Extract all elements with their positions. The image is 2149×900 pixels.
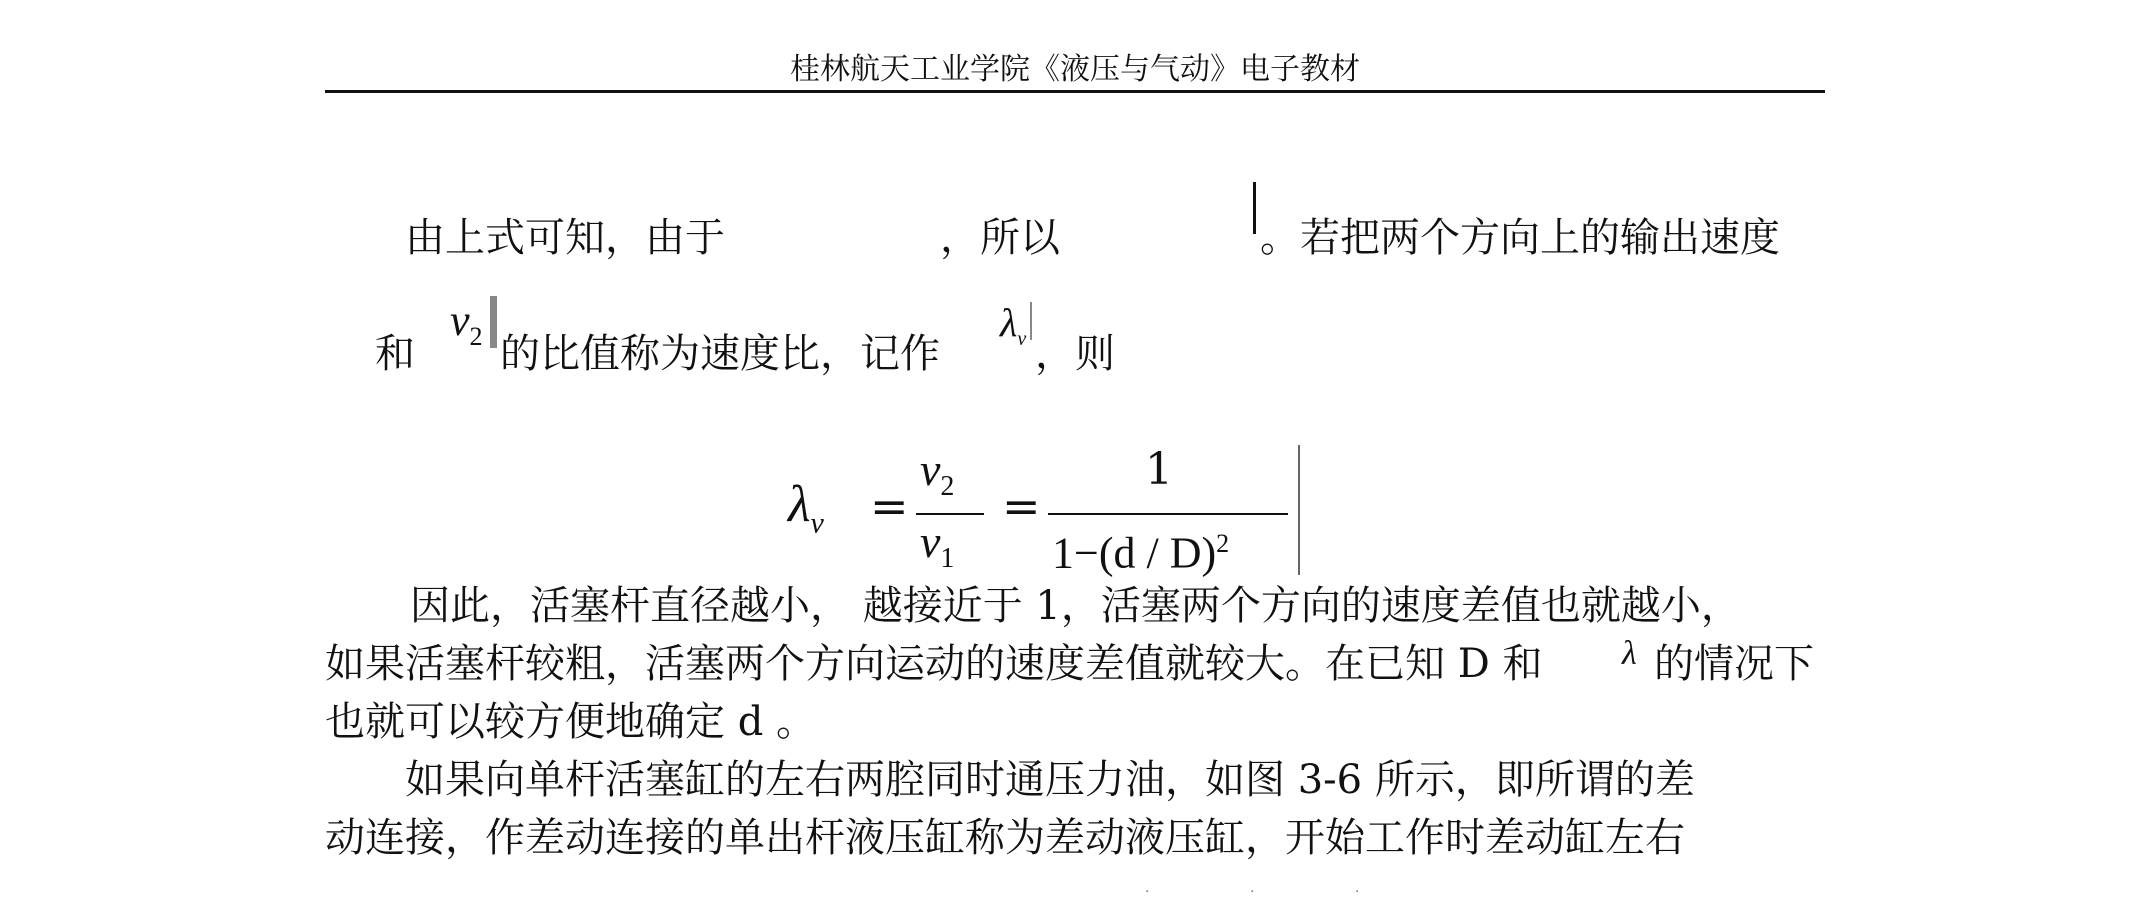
scan-artifact: · xyxy=(1145,884,1150,900)
scan-artifact: · xyxy=(1355,884,1360,900)
para1-line1-end: 。若把两个方向上的输出速度 xyxy=(1260,215,1780,261)
symbol-v2: $v_2$ xyxy=(450,296,483,351)
para2-line1: 因此，活塞杆直径越小， 越接近于 1，活塞两个方向的速度差值也就越小， xyxy=(410,583,1741,629)
para1-line1-start: 由上式可知，由于 xyxy=(405,215,725,261)
formula-equals-2: = xyxy=(1002,479,1041,533)
para1-line2-end: ，则 xyxy=(1035,331,1115,377)
para3-line2: 动连接，作差动连接的单出杆液压缸称为差动液压缸，开始工作时差动缸左右 xyxy=(325,815,1685,861)
formula-numerator-v2: $v_2$ xyxy=(920,444,955,503)
para1-line1-mid: ，所以 xyxy=(940,215,1060,261)
formula-lambda: $\lambda_v$ xyxy=(788,476,824,540)
para2-line2-start: 如果活塞杆较粗，活塞两个方向运动的速度差值就较大。在已知 D 和 xyxy=(325,641,1543,687)
object-handle-small xyxy=(1030,302,1032,340)
symbol-lambda-v: $\lambda_v$ xyxy=(1000,300,1027,350)
scan-artifact: · xyxy=(1250,884,1255,900)
equation-object-border xyxy=(1298,445,1300,575)
text-cursor xyxy=(1253,182,1256,234)
para2-line2-end: 的情况下 xyxy=(1654,641,1814,687)
formula-equals-1: = xyxy=(870,479,909,533)
formula-numerator-1: 1 xyxy=(1145,444,1173,495)
fraction-bar-1 xyxy=(916,513,984,515)
para1-line2-start: 和 xyxy=(375,331,415,377)
header-rule xyxy=(325,90,1825,93)
inline-lambda: λ xyxy=(1622,635,1637,672)
fraction-bar-2 xyxy=(1048,513,1288,515)
object-handle xyxy=(490,296,497,348)
para1-line2-mid: 的比值称为速度比，记作 xyxy=(500,331,940,377)
velocity-ratio-formula xyxy=(780,445,1300,585)
page-header: 桂林航天工业学院《液压与气动》电子教材 xyxy=(790,52,1360,87)
formula-denominator-v1: $v_1$ xyxy=(920,516,955,575)
para3-line1: 如果向单杆活塞缸的左右两腔同时通压力油，如图 3-6 所示，即所谓的差 xyxy=(405,757,1695,803)
formula-denominator-expression: 1−(d / D)$^2$ xyxy=(1052,528,1230,578)
para2-line3: 也就可以较方便地确定 d 。 xyxy=(325,699,817,745)
